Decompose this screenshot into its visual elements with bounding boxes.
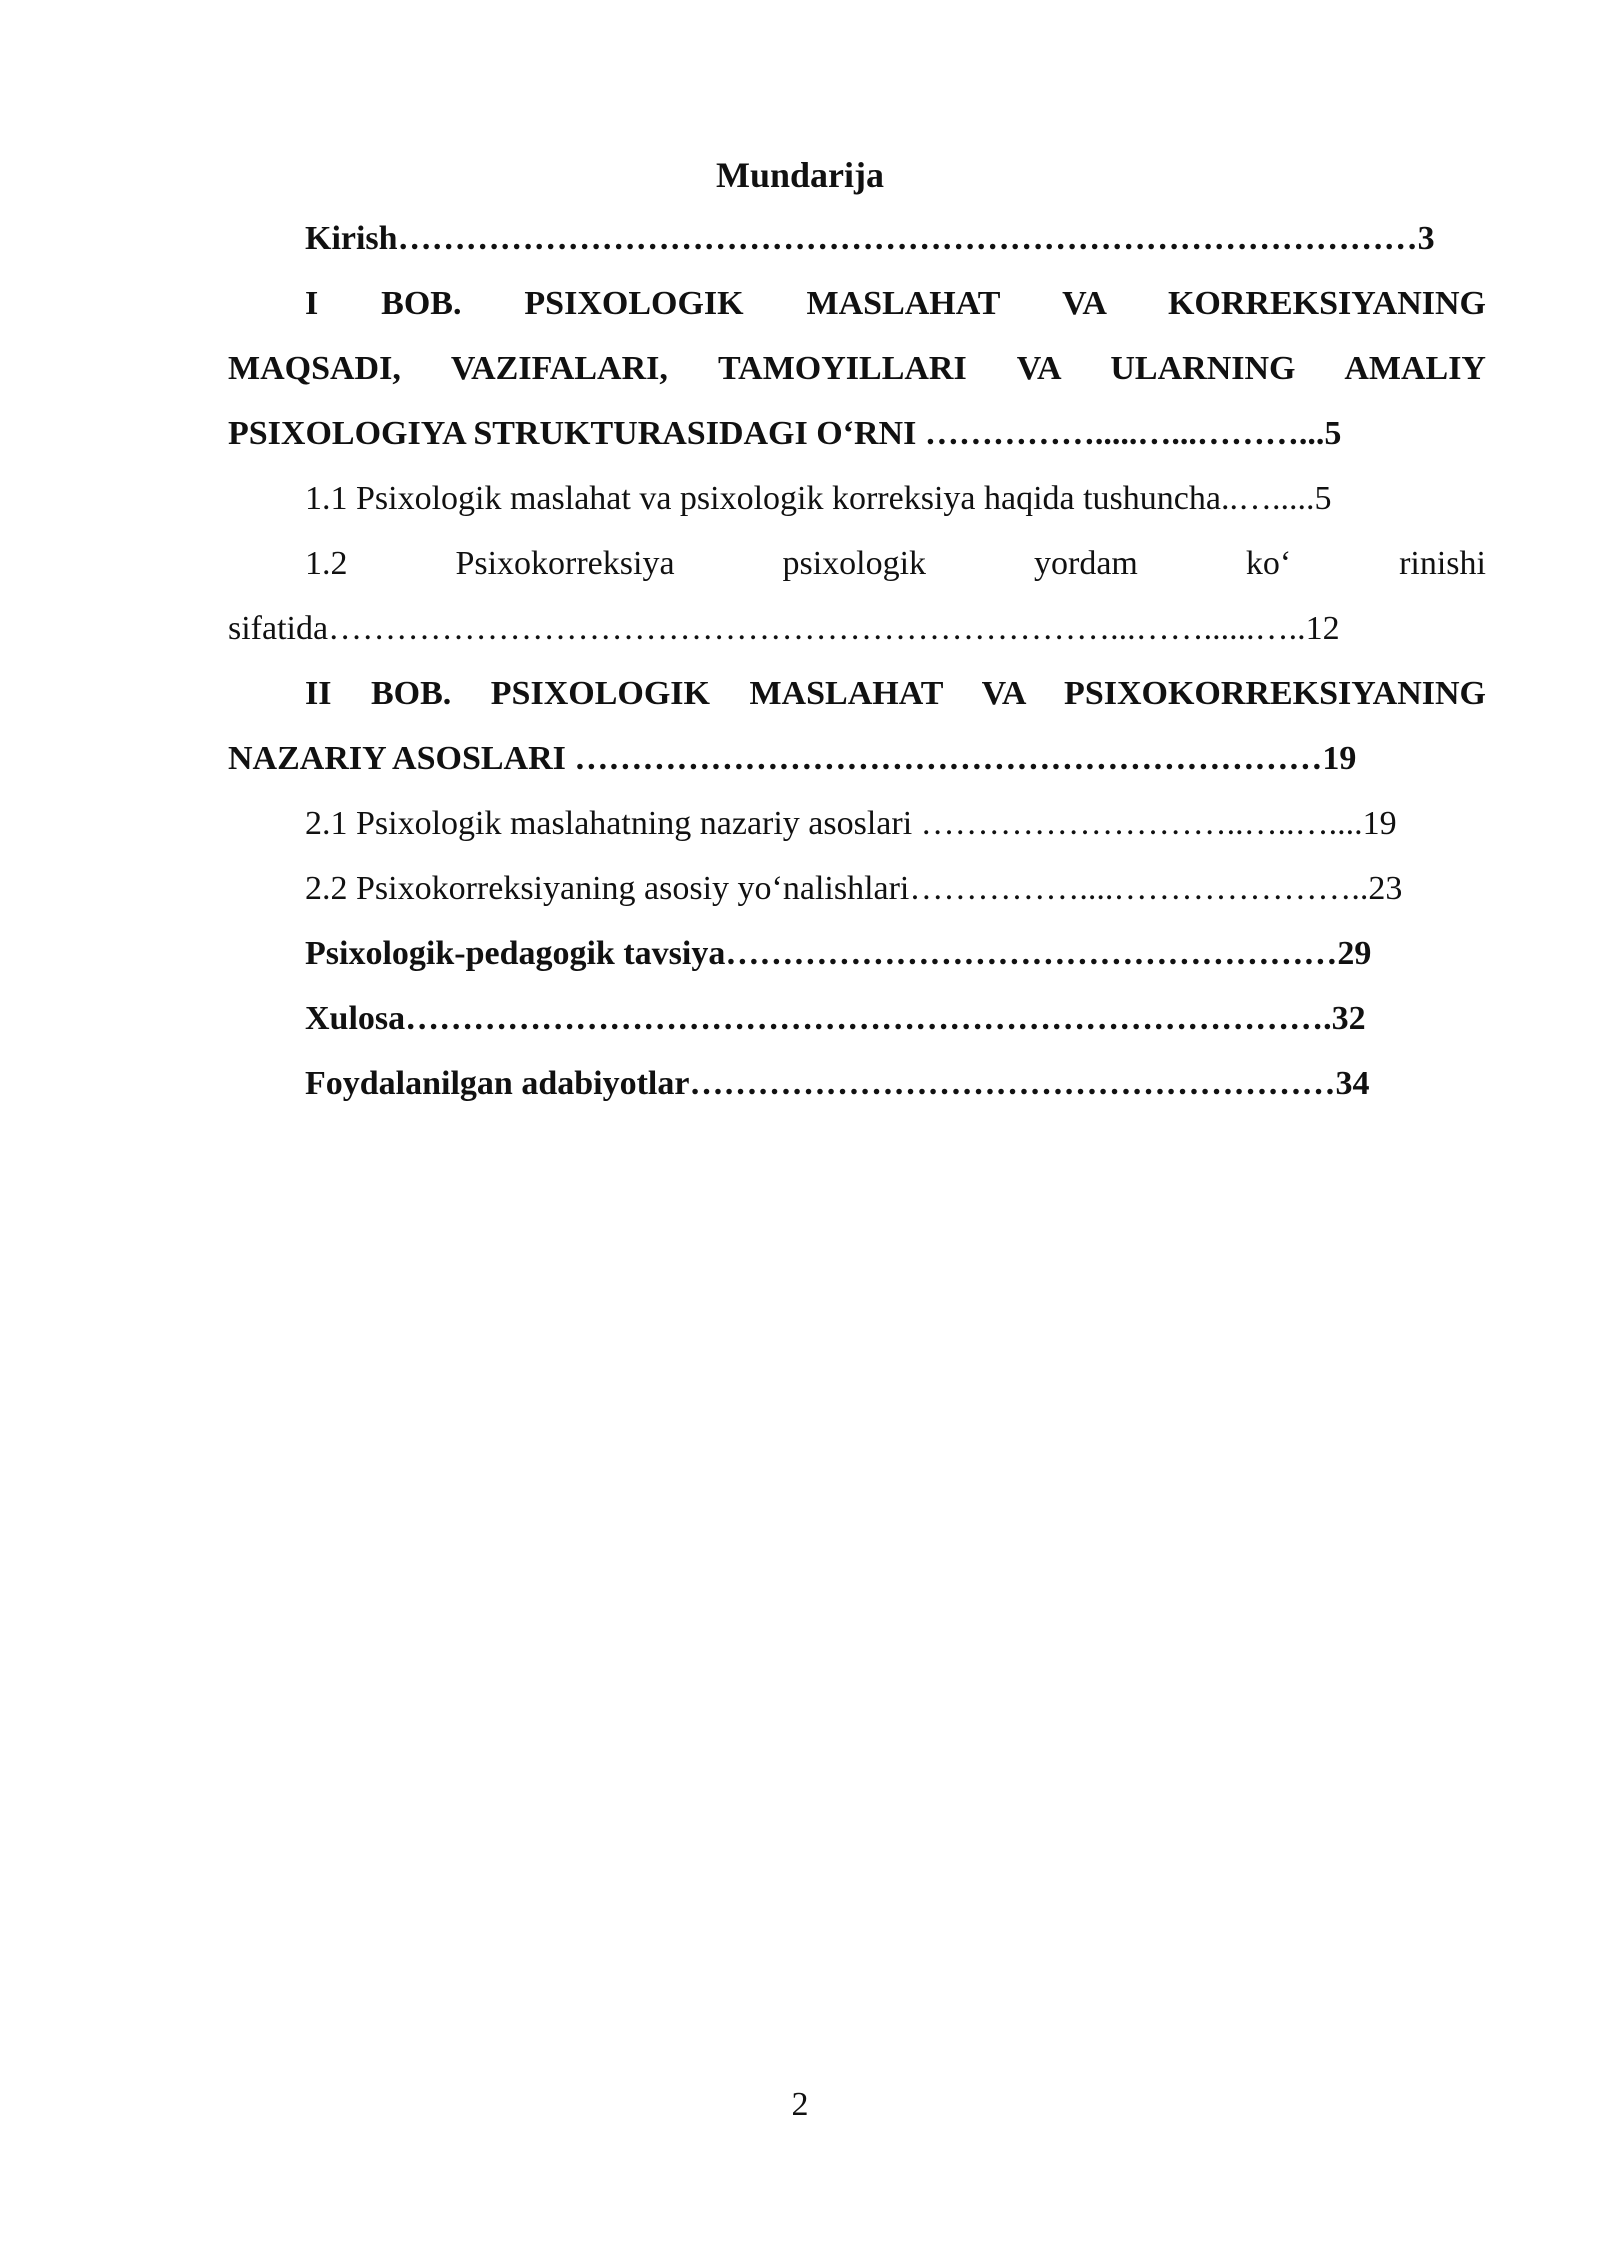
toc-entry-chapter-2-line-2: NAZARIY ASOSLARI …………………………………………………………19 (228, 740, 1357, 777)
toc-entry-chapter-1-line-2: MAQSADI, VAZIFALARI, TAMOYILLARI VA ULARNING AMALIY (228, 350, 1486, 387)
toc-entry-section-1-2-line-2: sifatida……………………………………………………………...……......…..12 (228, 610, 1340, 647)
toc-entry-kirish: Kirish………………………………………………………………………………3 (305, 220, 1435, 257)
toc-entry-tavsiya: Psixologik-pedagogik tavsiya………………………………………………29 (305, 935, 1372, 972)
toc-entry-adabiyotlar: Foydalanilgan adabiyotlar…………………………………………………34 (305, 1065, 1370, 1102)
toc-entry-chapter-2-line-1: II BOB. PSIXOLOGIK MASLAHAT VA PSIXOKORREKSIYANING (305, 675, 1486, 712)
toc-entry-section-2-1: 2.1 Psixologik maslahatning nazariy asoslari ………………………..…..…....19 (305, 805, 1397, 842)
toc-entry-section-1-2-line-1: 1.2 Psixokorreksiya psixologik yordam ko‘ rinishi (305, 545, 1486, 582)
toc-entry-chapter-1-line-1: I BOB. PSIXOLOGIK MASLAHAT VA KORREKSIYANING (305, 285, 1486, 322)
toc-entry-chapter-1-line-3: PSIXOLOGIYA STRUKTURASIDAGI O‘RNI …………….....…...………...5 (228, 415, 1342, 452)
page-number: 2 (791, 2086, 809, 2123)
page-title: Mundarija (715, 155, 884, 195)
table-of-contents (228, 206, 1486, 1116)
toc-entry-section-2-2: 2.2 Psixokorreksiyaning asosiy yo‘nalishlari……………....…………………..23 (305, 870, 1403, 907)
toc-entry-xulosa: Xulosa……………………………………………………………………….32 (305, 1000, 1366, 1037)
toc-entry-section-1-1: 1.1 Psixologik maslahat va psixologik korreksiya haqida tushuncha..….....5 (305, 480, 1332, 517)
